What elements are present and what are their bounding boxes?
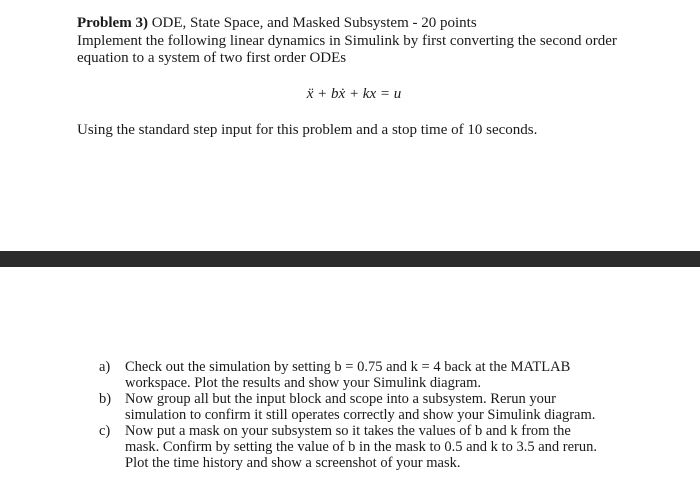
equation-text: ẍ + bẋ + kx = u <box>306 86 402 102</box>
ode-equation <box>0 86 700 103</box>
task-item-c <box>99 423 597 471</box>
task-marker: a) <box>99 359 111 375</box>
task-line: mask. Confirm by setting the value of b in the mask to 0.5 and k to 3.5 and rerun. <box>125 439 597 455</box>
intro-line: Implement the following linear dynamics in Simulink by first converting the second order <box>77 33 617 49</box>
problem-title: ODE, State Space, and Masked Subsystem - 20 points <box>151 15 477 31</box>
page-divider <box>0 251 700 267</box>
task-body <box>125 423 597 471</box>
task-item-a <box>99 359 597 391</box>
task-body <box>125 391 595 423</box>
task-marker: c) <box>99 423 111 439</box>
task-line: workspace. Plot the results and show your Simulink diagram. <box>125 375 482 391</box>
task-line: simulation to confirm it still operates correctly and show your Simulink diagram. <box>125 407 596 423</box>
task-line: Now group all but the input block and scope into a subsystem. Rerun your <box>125 391 556 407</box>
intro-line: equation to a system of two first order ODEs <box>77 50 347 66</box>
task-marker: b) <box>99 391 112 407</box>
intro-paragraph <box>77 33 617 67</box>
task-list <box>99 359 597 471</box>
task-body <box>125 359 570 391</box>
setup-text: Using the standard step input for this problem and a stop time of 10 seconds. <box>77 122 538 138</box>
task-item-b <box>99 391 597 423</box>
task-line: Now put a mask on your subsystem so it takes the values of b and k from the <box>125 423 571 439</box>
problem-label: Problem 3) <box>77 15 148 31</box>
problem-heading <box>77 15 477 32</box>
task-line: Plot the time history and show a screenshot of your mask. <box>125 455 461 471</box>
task-line: Check out the simulation by setting b = 0.75 and k = 4 back at the MATLAB <box>125 359 571 375</box>
